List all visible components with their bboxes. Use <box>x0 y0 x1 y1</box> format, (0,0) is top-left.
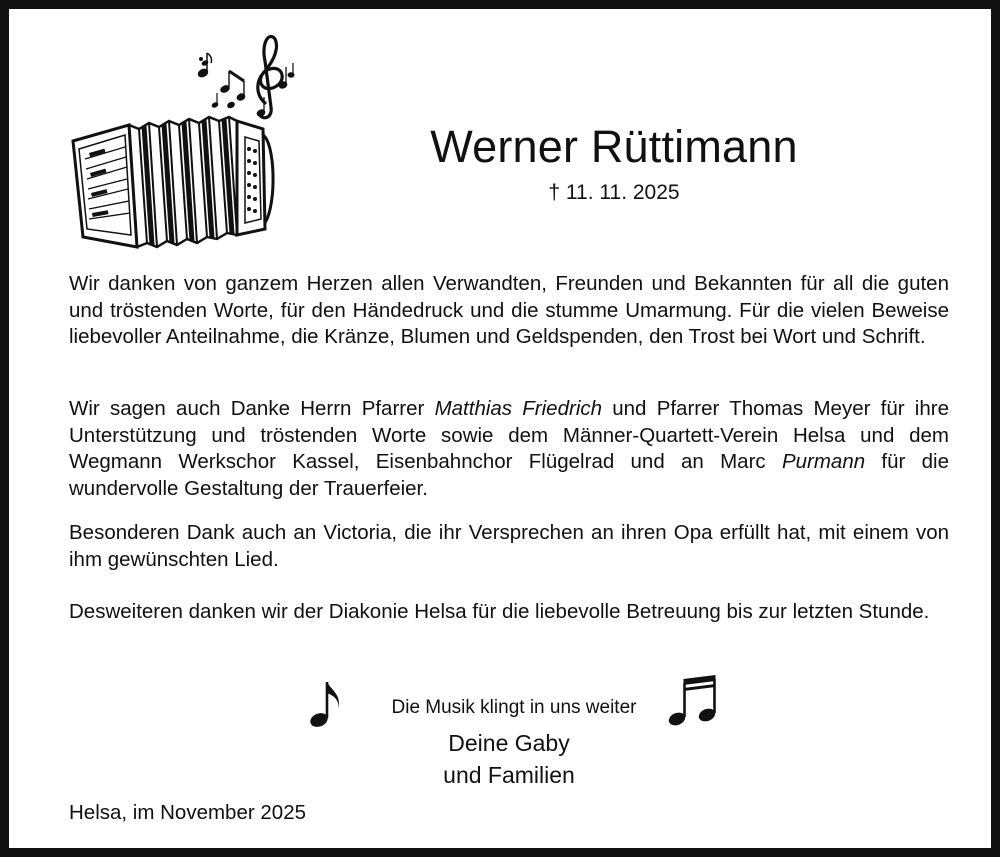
accordion-with-music-notes-icon <box>65 33 305 253</box>
place-and-date: Helsa, im November 2025 <box>69 801 306 824</box>
paragraph-thanks-clergy-text-2: und Pfarrer Thomas Meyer für ihre Unterstützung und tröstenden Worte sowie dem Männer-Quartett-Verein Helsa und dem Wegmann Werkschor Kassel, Eisenbahnchor Flügelrad und an Marc <box>69 397 949 473</box>
paragraph-thanks-clergy-text-3: für die wundervolle Gestaltung der Trauerfeier. <box>69 450 949 500</box>
musician-name-italic: Purmann <box>781 450 866 473</box>
paragraph-thanks-diakonie: Desweiteren danken wir der Diakonie Helsa für die liebevolle Betreuung bis zur letzten Stunde. <box>69 600 930 623</box>
closing-line: Die Musik klingt in uns weiter <box>391 697 637 718</box>
paragraph-thanks-clergy-text-1: Wir sagen auch Danke Herrn Pfarrer <box>69 397 435 420</box>
paragraph-thanks-clergy <box>69 396 949 502</box>
pastor-name-italic: Matthias Friedrich <box>434 397 603 420</box>
paragraph-thanks-victoria: Besonderen Dank auch an Victoria, die ihr Versprechen an ihren Opa erfüllt hat, mit einem von ihm gewünschten Lied. <box>69 521 949 571</box>
deceased-name: Werner Rüttimann <box>430 121 798 172</box>
beamed-notes-icon <box>667 675 721 729</box>
death-date: † 11. 11. 2025 <box>548 181 680 204</box>
paragraph-thanks-family: Wir danken von ganzem Herzen allen Verwandten, Freunden und Bekannten für all die guten und tröstenden Worte, für den Händedruck und die stumme Umarmung. Für die vielen Beweise liebevoller Anteilnahme, die Kränze, Blumen und Geldspenden, den Trost bei Wort und Schrift. <box>69 272 949 348</box>
signature-families: und Familien <box>443 762 575 788</box>
signature-gaby: Deine Gaby <box>448 730 570 756</box>
